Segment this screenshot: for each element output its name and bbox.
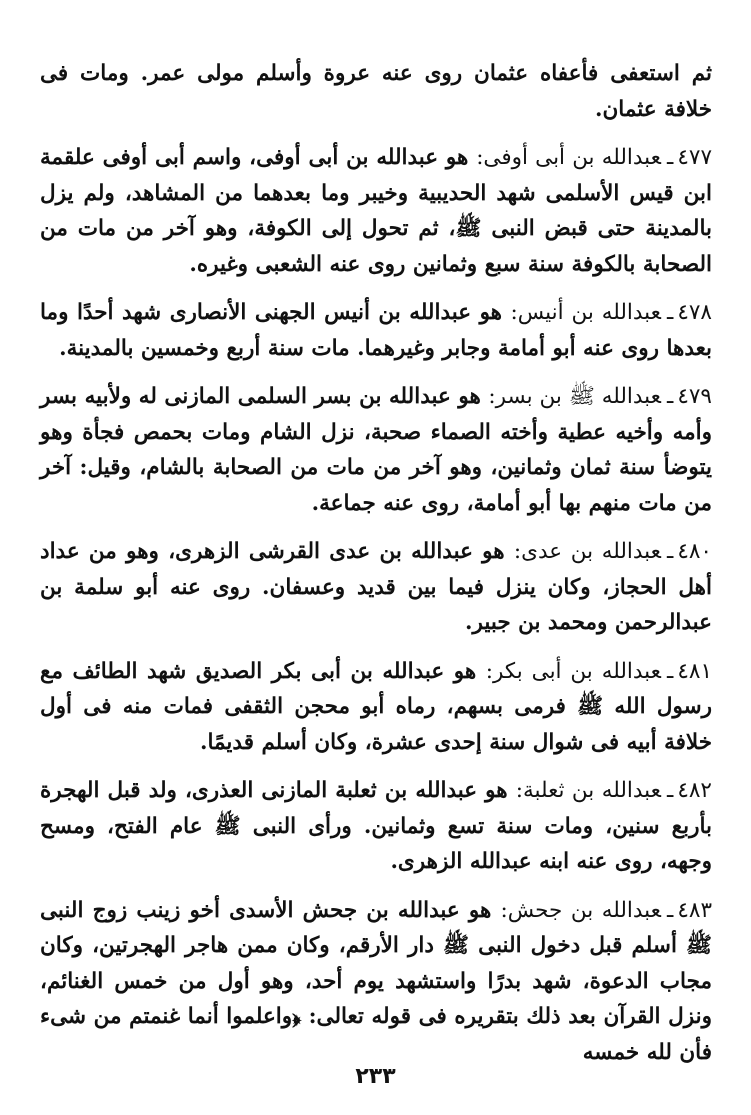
- entry-text: هو عبدالله بن أبى بكر الصديق شهد الطائف مع رسول الله ﷺ فرمى بسهم، رماه أبو محجن الثقفى فمات منه فى أول خلافة أبيه فى شوال سنة إحدى عشرة، وكان أسلم قديمًا.: [40, 658, 712, 755]
- entry-number: ٤٨١: [677, 658, 712, 684]
- entry-number: ٤٧٨: [677, 300, 712, 325]
- entry-481: [40, 654, 712, 761]
- entry-number: ٤٧٧: [677, 145, 712, 170]
- entry-dash: ـ: [667, 897, 674, 923]
- entry-480: [40, 534, 712, 641]
- entry-text: هو عبدالله بن أبى أوفى، واسم أبى أوفى علقمة ابن قيس الأسلمى شهد الحديبية وخيبر وما بعدهما من المشاهد، ولم يزل بالمدينة حتى قبض النبى ﷺ، ثم تحول إلى الكوفة، وهو آخر من مات من الصحابة بالكوفة سنة سبع وثمانين روى عنه الشعبى وغيره.: [40, 145, 712, 277]
- entry-name: عبدالله بن ثعلبة:: [515, 778, 662, 803]
- entry-name: عبدالله بن أبى أوفى:: [476, 145, 662, 170]
- entry-name: عبدالله بن أبى بكر:: [485, 658, 662, 684]
- entry-text: هو عبدالله بن أنيس الجهنى الأنصارى شهد أحدًا وما بعدها روى عنه أبو أمامة وجابر وغيرهما. مات سنة أربع وخمسين بالمدينة.: [40, 300, 712, 361]
- entry-dash: ـ: [667, 300, 674, 325]
- entry-482: [40, 773, 712, 880]
- entry-number: ٤٨٢: [677, 778, 712, 803]
- entry-name: عبدالله ﷺ بن بسر:: [488, 384, 662, 409]
- intro-text: ثم استعفى فأعفاه عثمان روى عنه عروة وأسلم مولى عمر. ومات فى خلافة عثمان.: [40, 61, 712, 122]
- entry-dash: ـ: [667, 658, 674, 684]
- entry-text: هو عبدالله بن عدى القرشى الزهرى، وهو من عداد أهل الحجاز، وكان ينزل فيما بين قديد وعسفان. روى عنه أبو سلمة بن عبدالرحمن ومحمد بن جبير.: [40, 539, 712, 635]
- entry-dash: ـ: [667, 778, 674, 803]
- entry-name: عبدالله بن جحش:: [500, 897, 662, 923]
- entry-number: ٤٨٣: [677, 897, 713, 923]
- entry-text: هو عبدالله بن بسر السلمى المازنى له ولأبيه بسر وأمه وأخيه عطية وأخته الصماء صحبة، نزل الشام ومات بحمص فجأة وهو يتوضأ سنة ثمان وثمانين، وهو آخر من مات من الصحابة بالشام، وقيل: آخر من مات منهم بها أبو أمامة، روى عنه جماعة.: [40, 384, 712, 516]
- entry-477: [40, 140, 712, 282]
- entry-text: هو عبدالله بن جحش الأسدى أخو زينب زوج النبى ﷺ أسلم قبل دخول النبى ﷺ دار الأرقم، وكان ممن هاجر الهجرتين، وكان مجاب الدعوة، شهد بدرًا واستشهد يوم أحد، وهو أول من خمس الغنائم، ونزل القرآن بعد ذلك بتقريره فى قوله تعالى: ﴿واعلموا أنما غنمتم من شىء فأن لله خمسه: [40, 897, 712, 1065]
- entry-number: ٤٧٩: [677, 384, 712, 409]
- entry-483: [40, 893, 712, 1071]
- entry-dash: ـ: [667, 384, 674, 409]
- page-body: [40, 56, 712, 1083]
- entry-dash: ـ: [667, 539, 674, 564]
- entry-478: [40, 295, 712, 366]
- entry-479: [40, 379, 712, 521]
- intro-paragraph: [40, 56, 712, 127]
- entry-name: عبدالله بن عدى:: [513, 539, 662, 564]
- page-number: ٢٣٣: [355, 1064, 396, 1089]
- entry-text: هو عبدالله بن ثعلبة المازنى العذرى، ولد قبل الهجرة بأربع سنين، ومات سنة تسع وثمانين. ورأى النبى ﷺ عام الفتح، ومسح وجهه، روى عنه ابنه عبدالله الزهرى.: [40, 778, 712, 874]
- entry-number: ٤٨٠: [677, 539, 712, 564]
- entry-dash: ـ: [667, 145, 674, 170]
- entry-name: عبدالله بن أنيس:: [510, 300, 662, 325]
